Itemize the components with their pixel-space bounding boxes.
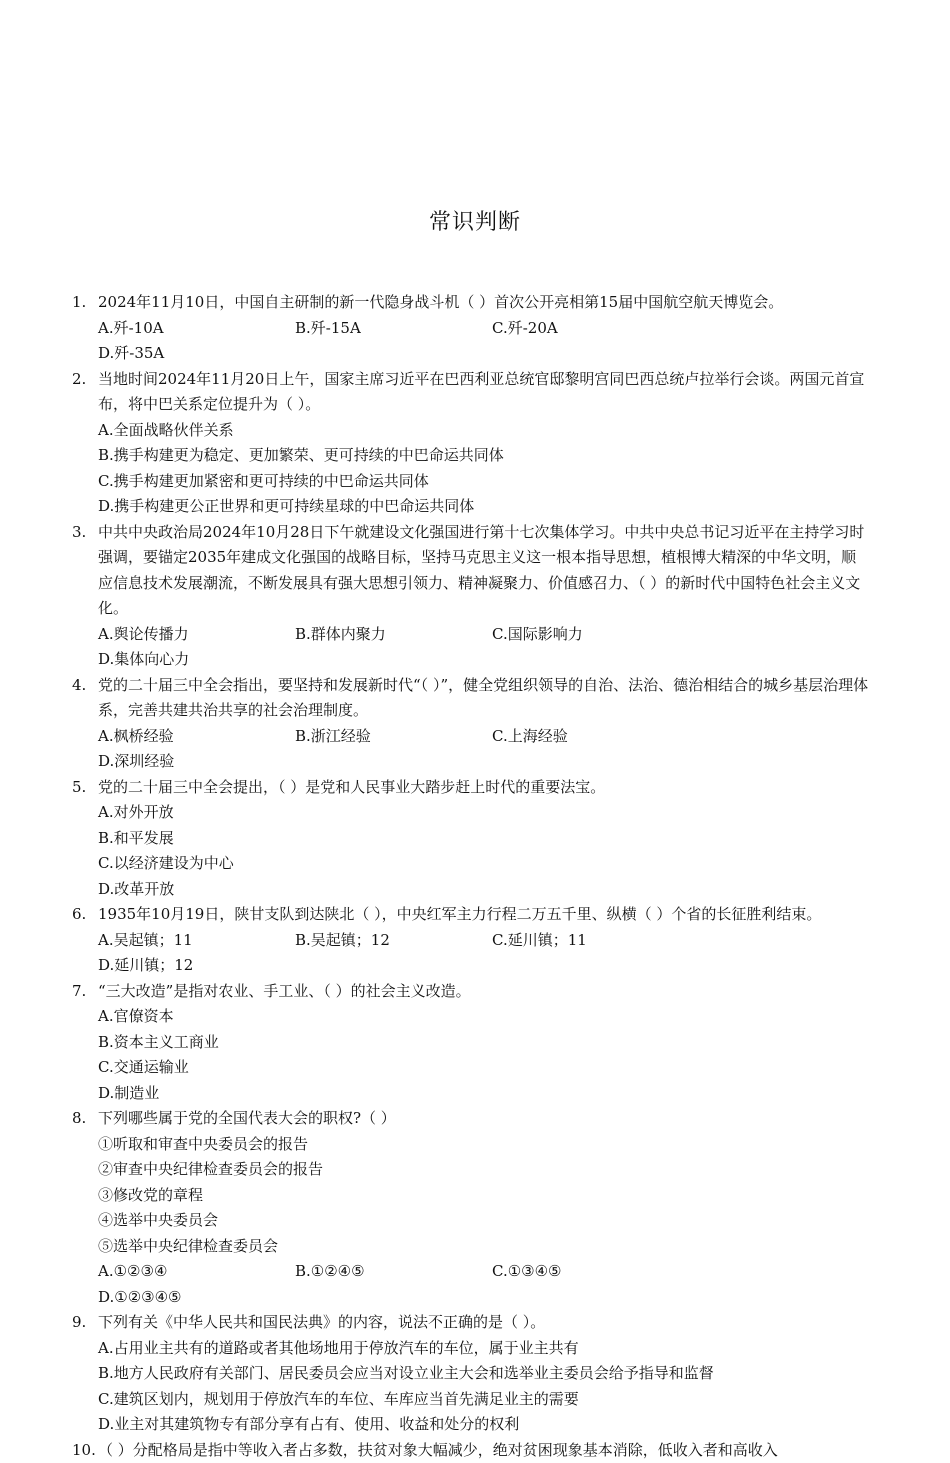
question-number: 5. [72,775,86,801]
option-c: C.①③④⑤ [492,1259,689,1285]
question-number: 7. [72,979,86,1005]
question-4 [0,673,950,775]
statement-item: ④选举中央委员会 [98,1208,950,1234]
question-number: 8. [72,1106,86,1132]
option-a: A.官僚资本 [98,1004,492,1030]
option-d: D.深圳经验 [98,749,295,775]
question-text: 党的二十届三中全会提出，（ ）是党和人民事业大踏步赶上时代的重要法宝。 [98,778,605,796]
option-c: C.以经济建设为中心 [98,851,492,877]
question-text: 下列哪些属于党的全国代表大会的职权?（ ） [98,1109,396,1127]
option-a: A.舆论传播力 [98,622,295,648]
option-c: C.携手构建更加紧密和更可持续的中巴命运共同体 [98,469,878,495]
question-number: 6. [72,902,86,928]
option-b: B.吴起镇；12 [295,928,492,954]
question-text: “三大改造”是指对农业、手工业、（ ）的社会主义改造。 [98,982,471,1000]
question-number: 10. [72,1438,96,1463]
option-a: A.吴起镇；11 [98,928,295,954]
question-text: 当地时间2024年11月20日上午，国家主席习近平在巴西利亚总统官邸黎明宫同巴西总统卢拉举行会谈。两国元首宣布，将中巴关系定位提升为（ ）。 [98,370,864,414]
question-text: 1935年10月19日，陕甘支队到达陕北（ ），中央红军主力行程二万五千里、纵横（ ）个省的长征胜利结束。 [98,905,821,923]
question-number: 2. [72,367,86,393]
question-1 [0,290,950,367]
question-6 [0,902,950,979]
question-3 [0,520,950,673]
statement-item: ①听取和审查中央委员会的报告 [98,1132,950,1158]
option-d: D.延川镇；12 [98,953,295,979]
question-8 [0,1106,950,1310]
question-list [0,290,950,1463]
option-d: D.改革开放 [98,877,492,903]
option-a: A.全面战略伙伴关系 [98,418,878,444]
question-text: 下列有关《中华人民共和国民法典》的内容，说法不正确的是（ ）。 [98,1313,545,1331]
option-a: A.占用业主共有的道路或者其他场地用于停放汽车的车位，属于业主共有 [98,1336,878,1362]
statement-item: ②审查中央纪律检查委员会的报告 [98,1157,950,1183]
option-d: D.集体向心力 [98,647,295,673]
option-a: A.对外开放 [98,800,492,826]
question-5 [0,775,950,903]
option-b: B.浙江经验 [295,724,492,750]
option-b: B.携手构建更为稳定、更加繁荣、更可持续的中巴命运共同体 [98,443,878,469]
option-d: D.携手构建更公正世界和更可持续星球的中巴命运共同体 [98,494,878,520]
statement-item: ③修改党的章程 [98,1183,950,1209]
question-number: 4. [72,673,86,699]
option-b: B.歼-15A [295,316,492,342]
question-text: 2024年11月10日，中国自主研制的新一代隐身战斗机（ ）首次公开亮相第15届中国航空航天博览会。 [98,293,783,311]
option-c: C.延川镇；11 [492,928,689,954]
option-b: B.资本主义工商业 [98,1030,492,1056]
question-number: 1. [72,290,86,316]
option-b: B.和平发展 [98,826,492,852]
option-a: A.歼-10A [98,316,295,342]
option-c: C.建筑区划内，规划用于停放汽车的车位、车库应当首先满足业主的需要 [98,1387,878,1413]
page-title: 常识判断 [0,205,950,236]
option-d: D.歼-35A [98,341,295,367]
question-9 [0,1310,950,1438]
option-a: A.枫桥经验 [98,724,295,750]
question-7 [0,979,950,1107]
question-text: 党的二十届三中全会指出，要坚持和发展新时代“（ ）”，健全党组织领导的自治、法治、德治相结合的城乡基层治理体系，完善共建共治共享的社会治理制度。 [98,676,868,720]
option-c: C.国际影响力 [492,622,689,648]
option-a: A.①②③④ [98,1259,295,1285]
option-b: B.①②④⑤ [295,1259,492,1285]
statement-item: ⑤选举中央纪律检查委员会 [98,1234,950,1260]
option-c: C.歼-20A [492,316,689,342]
question-2 [0,367,950,520]
option-b: B.地方人民政府有关部门、居民委员会应当对设立业主大会和选举业主委员会给予指导和监督 [98,1361,878,1387]
option-d: D.①②③④⑤ [98,1285,295,1311]
question-number: 3. [72,520,86,546]
option-d: D.制造业 [98,1081,492,1107]
option-b: B.群体内聚力 [295,622,492,648]
option-d: D.业主对其建筑物专有部分享有占有、使用、收益和处分的权利 [98,1412,878,1438]
option-c: C.上海经验 [492,724,689,750]
option-c: C.交通运输业 [98,1055,492,1081]
question-text: （ ）分配格局是指中等收入者占多数，扶贫对象大幅减少，绝对贫困现象基本消除，低收入者和高收入 [98,1441,778,1459]
question-text: 中共中央政治局2024年10月28日下午就建设文化强国进行第十七次集体学习。中共中央总书记习近平在主持学习时强调，要锚定2035年建成文化强国的战略目标，坚持马克思主义这一根本指导思想，植根博大精深的中华文明，顺应信息技术发展潮流，不断发展具有强大思想引领力、精神凝聚力、价值感召力、（ ）的新时代中国特色社会主义文化。 [98,523,864,618]
question-number: 9. [72,1310,86,1336]
question-10 [0,1438,950,1463]
